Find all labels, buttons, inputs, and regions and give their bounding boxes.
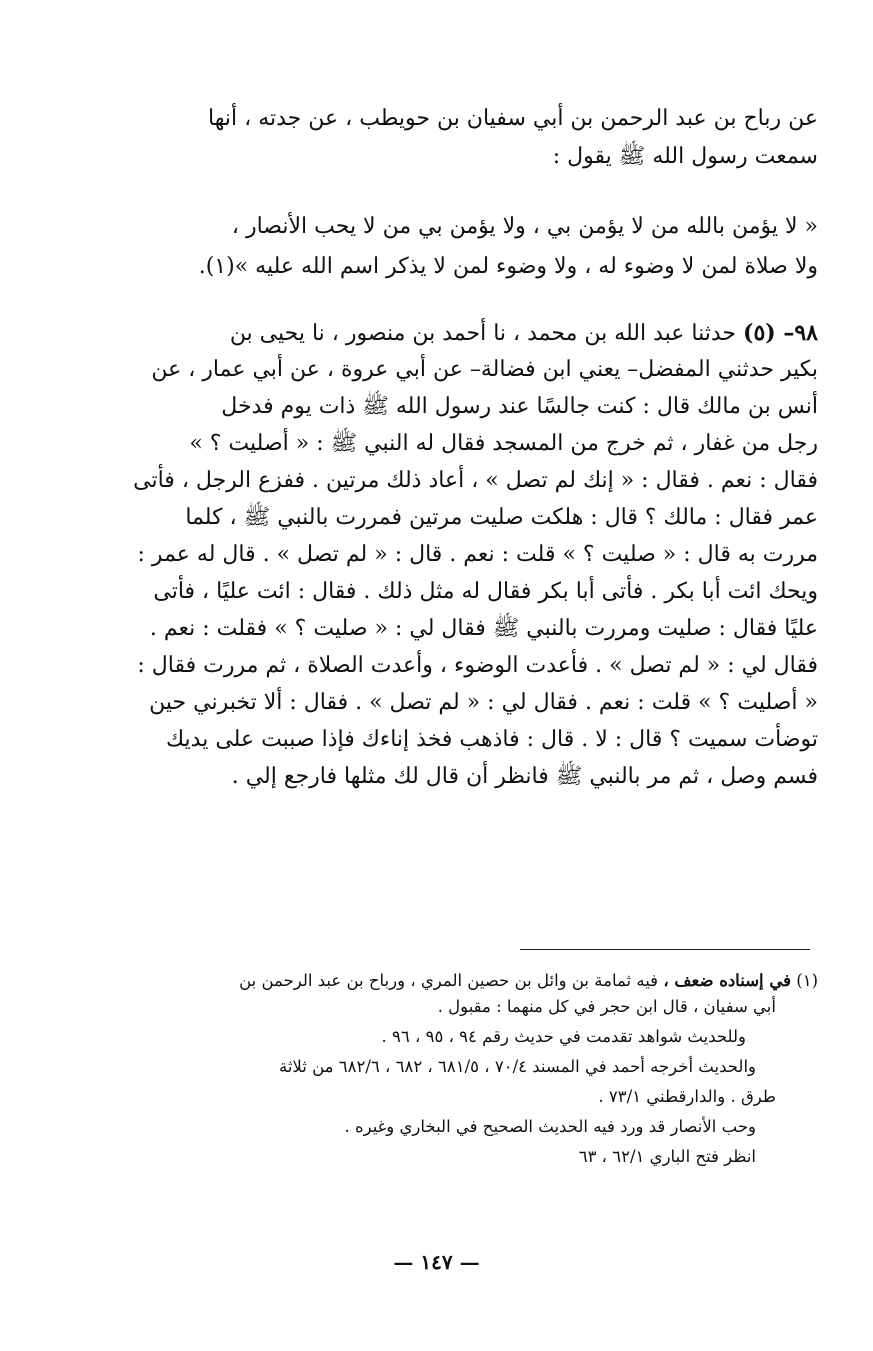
footnote-first-line: (١) في إسناده ضعف ، فيه ثمامة بن وائل بن حصين المري ، ورباح بن عبد الرحمن بن — [239, 971, 818, 990]
footnote-line: وللحديث شواهد تقدمت في حديث رقم ٩٤ ، ٩٥ ، ٩٦ . — [381, 1027, 746, 1046]
body-line: توضأت سميت ؟ قال : لا . قال : فاذهب فخذ إناءك فإذا صببت على يديك — [166, 727, 818, 752]
hadith-98-paragraph — [108, 318, 818, 792]
body-line: عمر فقال : مالك ؟ قال : هلكت صليت مرتين فمررت بالنبي ﷺ ، كلما — [185, 505, 818, 530]
body-line: عليًا فقال : صليت ومررت بالنبي ﷺ فقال لي : « صليت ؟ » فقلت : نعم . — [149, 616, 818, 641]
body-line: « أصليت ؟ » قلت : نعم . فقال لي : « لم تصل » . فقال : ألا تخبرني حين — [149, 690, 818, 715]
hadith-quote — [108, 212, 818, 282]
body-line: عن رباح بن عبد الرحمن بن أبي سفيان بن حويطب ، عن جدته ، أنها — [208, 106, 818, 131]
footnote-line: أبي سفيان ، قال ابن حجر في كل منهما : مقبول . — [437, 997, 776, 1016]
footnote-line: وحب الأنصار قد ورد فيه الحديث الصحيح في البخاري وغيره . — [344, 1117, 756, 1136]
page-number: — ١٤٧ — — [393, 1250, 480, 1274]
body-line: رجل من غفار ، ثم خرج من المسجد فقال له النبي ﷺ : « أصليت ؟ » — [189, 431, 818, 456]
body-line: ولا صلاة لمن لا وضوء له ، ولا وضوء لمن لا يذكر اسم الله عليه »(١). — [198, 254, 818, 279]
body-line: بكير حدثني المفضل– يعني ابن فضالة– عن أبي عروة ، عن أبي عمار ، عن — [151, 357, 818, 382]
footnote-line: طرق . والدارقطني ٧٣/١ . — [598, 1087, 776, 1106]
body-line: « لا يؤمن بالله من لا يؤمن بي ، ولا يؤمن بي من لا يحب الأنصار ، — [231, 214, 818, 239]
footnote-bold-phrase: في إسناده ضعف ، — [663, 971, 791, 990]
footnote-line: انظر فتح الباري ٦٢/١ ، ٦٣ — [578, 1147, 756, 1166]
footnote-marker: (١) — [796, 971, 818, 990]
body-line: ويحك ائت أبا بكر . فأتى أبا بكر فقال له مثل ذلك . فقال : ائت عليًا ، فأتى — [153, 579, 818, 604]
footnote-line: والحديث أخرجه أحمد في المسند ٧٠/٤ ، ٦٨١/٥ ، ٦٨٢ ، ٦٨٢/٦ من ثلاثة — [278, 1057, 756, 1076]
body-line: فقال لي : « لم تصل » . فأعدت الوضوء ، وأعدت الصلاة ، ثم مررت فقال : — [137, 653, 818, 678]
body-line: أنس بن مالك قال : كنت جالسًا عند رسول الله ﷺ ذات يوم فدخل — [221, 394, 818, 419]
body-text-top — [108, 104, 818, 172]
footnote-divider — [520, 949, 810, 950]
footnotes — [108, 970, 818, 1168]
body-line: سمعت رسول الله ﷺ يقول : — [552, 144, 818, 169]
hadith-number: ٩٨– (٥) — [743, 320, 818, 346]
body-line: فسم وصل ، ثم مر بالنبي ﷺ فانظر أن قال لك مثلها فارجع إلي . — [231, 764, 818, 789]
body-line: فقال : نعم . فقال : « إنك لم تصل » ، أعاد ذلك مرتين . ففزع الرجل ، فأتى — [133, 468, 818, 493]
body-line: مررت به قال : « صليت ؟ » قلت : نعم . قال : « لم تصل » . قال له عمر : — [137, 542, 818, 567]
hadith-98-first-line: ٩٨– (٥) حدثنا عبد الله بن محمد ، نا أحمد بن منصور ، نا يحيى بن — [229, 320, 818, 346]
